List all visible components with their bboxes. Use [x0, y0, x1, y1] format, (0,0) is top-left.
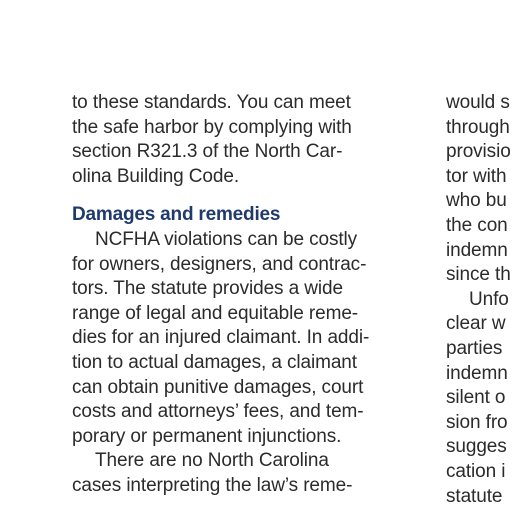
paragraph-gap — [72, 189, 412, 203]
text-line: costs and attorneys’ fees, and tem- — [72, 401, 364, 423]
text-line: for owners, designers, and contrac- — [72, 253, 367, 275]
text-line: range of legal and equitable reme- — [72, 302, 359, 324]
left-column — [72, 91, 412, 499]
text-line: There are no North Carolina — [95, 450, 329, 472]
text-line: parties — [446, 337, 503, 359]
text-line: statute — [446, 485, 503, 507]
text-line: tion to actual damages, a claimant — [72, 351, 357, 373]
text-line: clear w — [446, 313, 506, 335]
text-line: can obtain punitive damages, court — [72, 376, 364, 398]
text-line: olina Building Code. — [72, 165, 240, 187]
text-line: indemn — [446, 239, 508, 261]
text-line: NCFHA violations can be costly — [95, 228, 358, 250]
text-line: tor with — [446, 165, 507, 187]
section-heading: Damages and remedies — [72, 204, 281, 226]
text-line: section R321.3 of the North Car- — [72, 141, 343, 163]
text-line: indemn — [446, 362, 508, 384]
text-line: sion fro — [446, 411, 508, 433]
text-line: dies for an injured claimant. In addi- — [72, 327, 370, 349]
text-line: provisio — [446, 141, 511, 163]
text-line: who bu — [446, 190, 507, 212]
right-column — [446, 91, 512, 509]
text-line: porary or permanent injunctions. — [72, 425, 342, 447]
text-line: cases interpreting the law’s reme- — [72, 474, 353, 496]
text-line: sugges — [446, 436, 507, 458]
text-line: to these standards. You can meet — [72, 92, 351, 113]
text-line: the con — [446, 214, 508, 236]
text-line: through — [446, 116, 510, 138]
text-line: since th — [446, 264, 511, 286]
text-line: silent o — [446, 387, 506, 409]
text-line: tors. The statute provides a wide — [72, 278, 343, 300]
text-line: cation i — [446, 460, 506, 482]
text-line: the safe harbor by complying with — [72, 116, 352, 138]
text-line: Unfo — [469, 288, 509, 310]
text-line: would s — [446, 92, 510, 113]
